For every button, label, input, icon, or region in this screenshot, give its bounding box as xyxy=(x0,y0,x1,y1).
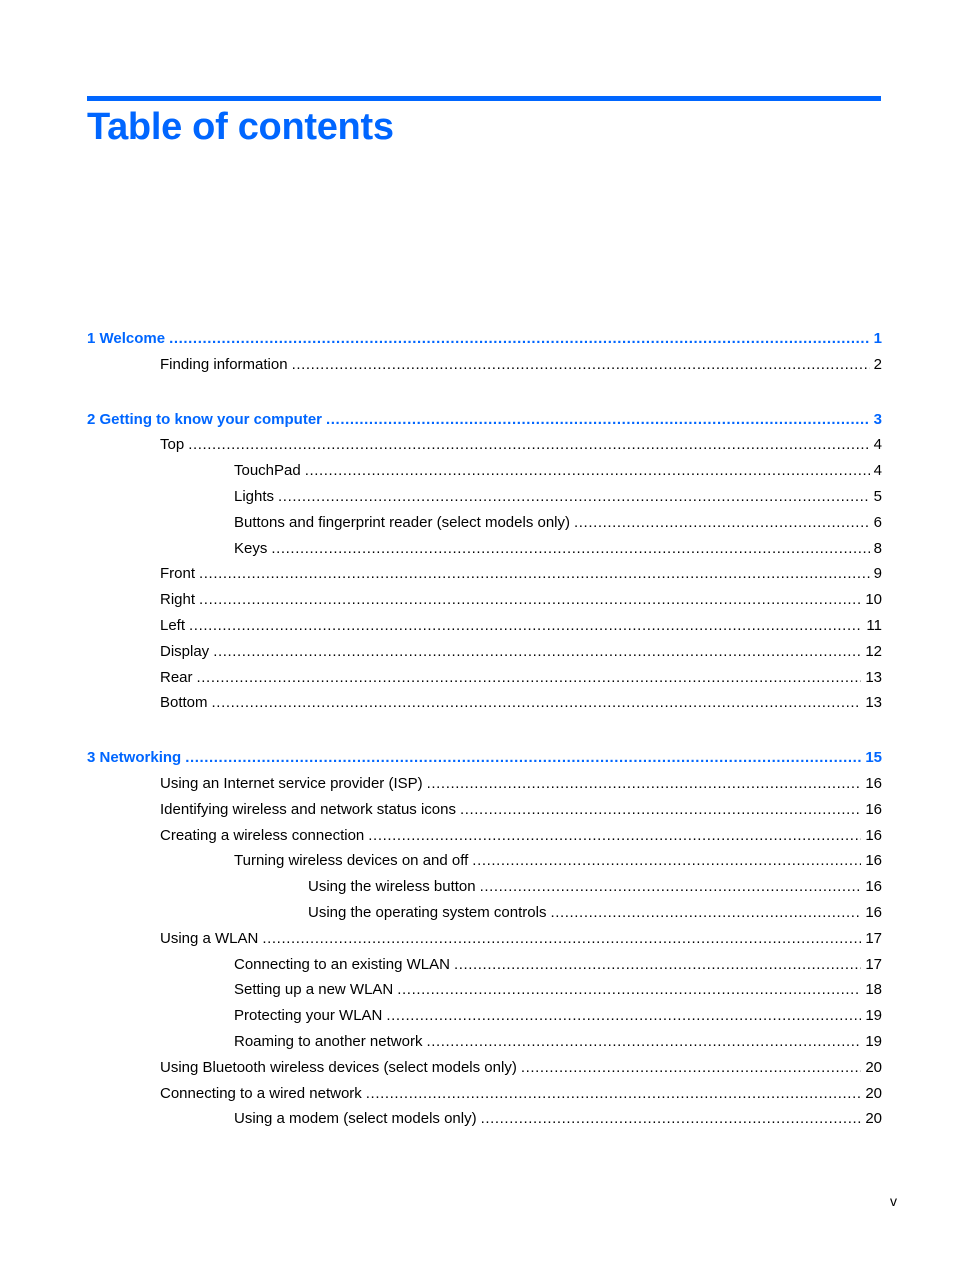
toc-entry-title: Roaming to another network xyxy=(234,1032,423,1050)
toc-entry[interactable] xyxy=(87,797,882,823)
toc-entry-page: 16 xyxy=(865,826,882,844)
toc-entry-page: 9 xyxy=(873,565,882,583)
toc-entry-page: 16 xyxy=(865,800,882,818)
toc-dot-leader xyxy=(213,639,861,665)
toc-entry-page: 10 xyxy=(865,591,882,609)
toc-entry-title: Front xyxy=(160,565,196,583)
toc-entry[interactable] xyxy=(87,690,882,716)
toc-dot-leader xyxy=(271,536,869,562)
toc-entry[interactable] xyxy=(87,823,882,849)
toc-entry[interactable] xyxy=(87,952,882,978)
toc-entry[interactable] xyxy=(87,926,882,952)
toc-dot-leader xyxy=(574,510,870,536)
toc-dot-leader xyxy=(199,587,861,613)
toc-entry-page: 2 xyxy=(873,355,882,373)
toc-entry[interactable] xyxy=(87,977,882,1003)
toc-entry-title: Rear xyxy=(160,668,193,686)
toc-dot-leader xyxy=(427,771,862,797)
toc-entry-title: 1 Welcome xyxy=(87,330,166,347)
toc-dot-leader xyxy=(169,326,870,352)
toc-entry-page: 16 xyxy=(865,774,882,792)
toc-entry-title: Keys xyxy=(234,539,268,557)
toc-entry[interactable] xyxy=(87,536,882,562)
toc-entry[interactable] xyxy=(87,1003,882,1029)
toc-entry-page: 15 xyxy=(865,749,882,767)
toc-entry[interactable] xyxy=(87,1055,882,1081)
toc-dot-leader xyxy=(278,484,870,510)
page-title: Table of contents xyxy=(87,106,394,148)
toc-dot-leader xyxy=(185,745,861,771)
toc-entry-title: Using a WLAN xyxy=(160,929,259,947)
toc-entry-title: TouchPad xyxy=(234,462,301,480)
toc-entry[interactable] xyxy=(87,561,882,587)
title-rule xyxy=(87,96,881,101)
toc-entry-title: Bottom xyxy=(160,694,208,712)
toc-dot-leader xyxy=(480,874,862,900)
toc-dot-leader xyxy=(326,407,870,433)
toc-entry-title: Setting up a new WLAN xyxy=(234,981,394,999)
toc-entry-title: Identifying wireless and network status icons xyxy=(160,800,456,818)
toc-entry-title: Protecting your WLAN xyxy=(234,1007,383,1025)
toc-entry-title: Top xyxy=(160,436,185,454)
page-number: v xyxy=(890,1193,897,1209)
toc-dot-leader xyxy=(262,926,861,952)
toc-entry[interactable] xyxy=(87,665,882,691)
toc-entry[interactable] xyxy=(87,848,882,874)
toc-entry-page: 16 xyxy=(865,903,882,921)
toc-entry-page: 20 xyxy=(865,1058,882,1076)
toc-entry[interactable] xyxy=(87,432,882,458)
toc-entry-page: 3 xyxy=(873,410,882,428)
toc-entry[interactable] xyxy=(87,900,882,926)
toc-dot-leader xyxy=(460,797,861,823)
toc-entry-page: 11 xyxy=(866,616,882,634)
toc-entry-title: Using a modem (select models only) xyxy=(234,1110,477,1128)
toc-entry[interactable] xyxy=(87,874,882,900)
toc-entry-title: 3 Networking xyxy=(87,749,182,767)
toc-dot-leader xyxy=(189,613,862,639)
toc-dot-leader xyxy=(454,952,861,978)
toc-entry-title: Creating a wireless connection xyxy=(160,826,365,844)
toc-entry-page: 17 xyxy=(865,955,882,973)
toc-entry-page: 18 xyxy=(865,981,882,999)
toc-entry[interactable] xyxy=(87,613,882,639)
toc-entry-title: Connecting to an existing WLAN xyxy=(234,955,450,973)
toc-entry-title: Left xyxy=(160,616,186,634)
toc-dot-leader xyxy=(386,1003,861,1029)
toc-entry-title: Turning wireless devices on and off xyxy=(234,852,469,870)
toc-entry-page: 17 xyxy=(865,929,882,947)
toc-dot-leader xyxy=(212,690,862,716)
toc-entry[interactable] xyxy=(87,587,882,613)
toc-dot-leader xyxy=(397,977,861,1003)
toc-entry[interactable] xyxy=(87,1029,882,1055)
toc-entry-page: 1 xyxy=(873,330,882,347)
toc-chapter-entry[interactable] xyxy=(87,407,882,433)
toc-dot-leader xyxy=(305,458,870,484)
toc-entry[interactable] xyxy=(87,352,882,378)
toc-chapter-entry[interactable] xyxy=(87,326,882,352)
toc-entry[interactable] xyxy=(87,484,882,510)
toc-dot-leader xyxy=(550,900,861,926)
toc-entry-page: 19 xyxy=(865,1007,882,1025)
toc-dot-leader xyxy=(197,665,862,691)
toc-dot-leader xyxy=(481,1106,862,1132)
toc-entry-page: 12 xyxy=(865,642,882,660)
toc-entry-page: 20 xyxy=(865,1110,882,1128)
toc-dot-leader xyxy=(292,352,870,378)
toc-entry-page: 4 xyxy=(873,436,882,454)
toc-entry-title: Right xyxy=(160,591,196,609)
table-of-contents xyxy=(87,326,882,1132)
toc-entry-title: Connecting to a wired network xyxy=(160,1084,362,1102)
toc-dot-leader xyxy=(366,1081,862,1107)
toc-dot-leader xyxy=(188,432,869,458)
toc-entry-title: 2 Getting to know your computer xyxy=(87,410,323,428)
toc-dot-leader xyxy=(472,848,861,874)
toc-entry[interactable] xyxy=(87,771,882,797)
toc-entry-page: 16 xyxy=(865,878,882,896)
toc-dot-leader xyxy=(368,823,861,849)
toc-entry-page: 13 xyxy=(865,694,882,712)
toc-entry-title: Using the wireless button xyxy=(308,878,476,896)
toc-dot-leader xyxy=(521,1055,861,1081)
toc-chapter-entry[interactable] xyxy=(87,745,882,771)
toc-entry[interactable] xyxy=(87,1106,882,1132)
toc-entry[interactable] xyxy=(87,458,882,484)
toc-entry-page: 16 xyxy=(865,852,882,870)
toc-entry-title: Display xyxy=(160,642,210,660)
toc-entry-page: 5 xyxy=(873,487,882,505)
toc-entry-title: Using the operating system controls xyxy=(308,903,547,921)
toc-entry-page: 13 xyxy=(865,668,882,686)
toc-entry[interactable] xyxy=(87,639,882,665)
toc-entry-title: Buttons and fingerprint reader (select models only) xyxy=(234,513,571,531)
toc-entry-page: 8 xyxy=(873,539,882,557)
toc-entry-title: Using an Internet service provider (ISP) xyxy=(160,774,423,792)
toc-entry[interactable] xyxy=(87,1081,882,1107)
toc-entry-page: 4 xyxy=(873,462,882,480)
toc-entry-title: Finding information xyxy=(160,355,288,373)
toc-entry[interactable] xyxy=(87,510,882,536)
toc-entry-title: Using Bluetooth wireless devices (select models only) xyxy=(160,1058,517,1076)
toc-entry-page: 20 xyxy=(865,1084,882,1102)
toc-entry-title: Lights xyxy=(234,487,275,505)
toc-entry-page: 6 xyxy=(873,513,882,531)
toc-entry-page: 19 xyxy=(865,1032,882,1050)
toc-dot-leader xyxy=(199,561,870,587)
toc-dot-leader xyxy=(426,1029,861,1055)
